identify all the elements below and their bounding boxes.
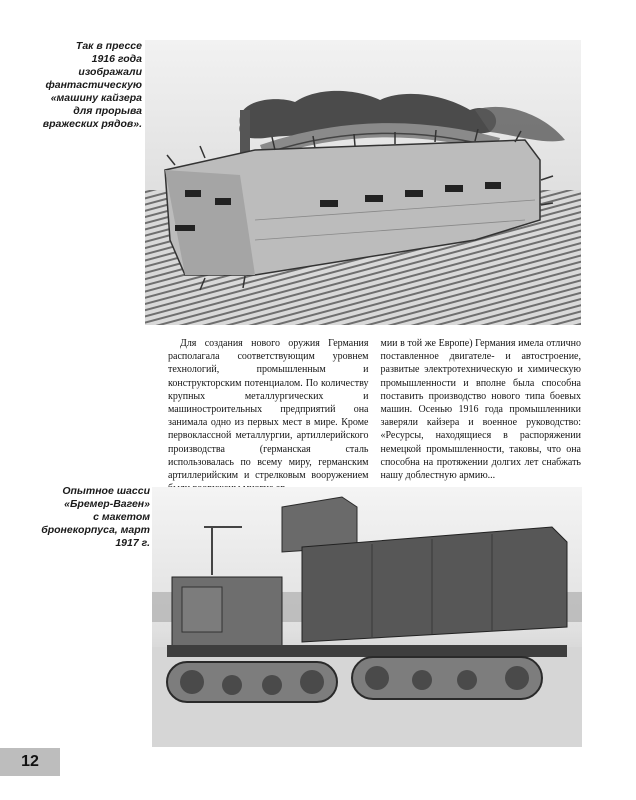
top-photo-caption: Так в прессе 1916 года изображали фантастическую «машину кайзера для прорыва вражеских рядов». [42, 40, 142, 130]
article-body [168, 337, 581, 487]
bremer-wagen-photo [152, 487, 582, 747]
bottom-photo-caption: Опытное шасси «Бремер-Ваген» с макетом бронекорпуса, март 1917 г. [41, 485, 150, 549]
kaiser-machine-illustration [145, 40, 581, 325]
body-column-2: мии в той же Европе) Германия имела отлично поставленное двигателе- и автостроение, развитые электротехническую и химическую промышленности и вполне была способна поставить производство нового типа боевых машин. Осенью 1916 года промышленники заверяли кайзера и военное руководство: «Ресурсы, находящиеся в распоряжении немецкой промышленности, таковы, что она способна на протяжении долгих лет снабжать нашу доблестную армию... [380, 338, 581, 482]
body-column-1: Для создания нового оружия Германия располагала соответствующим уровнем технологий, промышленным и конструкторским потенциалом. По количеству крупных металлургических и машиностроительных предприятий она занимала одно из первых мест в мире. Кроме первоклассной металлургии, артиллерийского производства (германская сталь использовалась по всему миру, германским артиллерийским и стрелковым вооружением [168, 338, 369, 482]
page-number: 12 [0, 748, 60, 776]
